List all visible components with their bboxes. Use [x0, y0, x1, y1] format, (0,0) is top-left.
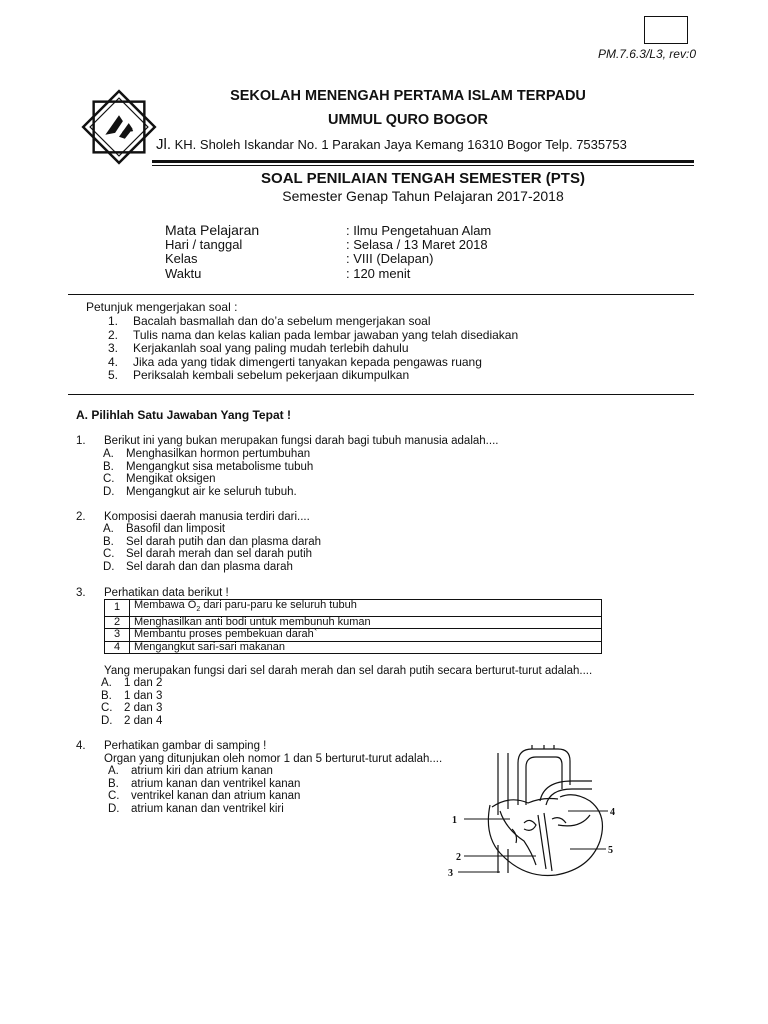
option-letter: C. [103, 548, 115, 560]
meta-label-class: Kelas [165, 251, 198, 266]
option-letter: A. [103, 448, 114, 460]
header-divider-thin [152, 165, 694, 166]
option-text: 2 dan 4 [124, 715, 163, 727]
option-letter: A. [101, 677, 112, 689]
school-logo [80, 88, 158, 166]
table-cell-number: 1 [105, 600, 130, 617]
section-a-title: A. Pilihlah Satu Jawaban Yang Tepat ! [76, 408, 291, 422]
option-text: Mengangkut sisa metabolisme tubuh [126, 461, 314, 473]
option-letter: D. [103, 561, 115, 573]
address-prefix: Jl. [156, 136, 171, 153]
data-table [104, 599, 602, 654]
table-row [105, 616, 602, 629]
table-cell-text: Menghasilkan anti bodi untuk membunuh kuman [130, 616, 602, 629]
document-code: PM.7.6.3/L3, rev:0 [597, 47, 696, 61]
option-text: Sel darah putih dan dan plasma darah [126, 536, 322, 548]
question-number: 1. [76, 435, 86, 447]
option-text: 1 dan 3 [124, 690, 163, 702]
divider [68, 294, 694, 295]
heart-diagram [440, 745, 630, 885]
option-text: Mengikat oksigen [126, 473, 216, 485]
figure-label-1: 1 [452, 815, 457, 826]
option-text: Sel darah merah dan sel darah putih [126, 548, 313, 560]
option-text: atrium kanan dan ventrikel kiri [131, 803, 284, 815]
question-text: Perhatikan gambar di samping ! [104, 740, 267, 752]
table-row [105, 641, 602, 654]
question-text: Organ yang ditunjukan oleh nomor 1 dan 5 berturut-turut adalah.... [104, 753, 443, 765]
option-letter: C. [103, 473, 115, 485]
option-letter: D. [108, 803, 120, 815]
meta-value-time: : 120 menit [346, 266, 411, 281]
question-number: 3. [76, 587, 86, 599]
address-text: KH. Sholeh Iskandar No. 1 Parakan Jaya Kemang 16310 Bogor Telp. 7535753 [174, 137, 627, 152]
option-text: Mengangkut air ke seluruh tubuh. [126, 486, 297, 498]
divider [68, 394, 694, 395]
meta-value-subject: : Ilmu Pengetahuan Alam [346, 223, 492, 238]
option-text: Basofil dan limposit [126, 523, 226, 535]
table-cell-text: Membawa $O_2$ dari paru-paru ke seluruh tubuh [130, 600, 602, 617]
table-row [105, 629, 602, 642]
header-divider [152, 160, 694, 163]
option-text: ventrikel kanan dan atrium kanan [131, 790, 301, 802]
option-letter: B. [103, 536, 114, 548]
meta-value-class: : VIII (Delapan) [346, 251, 434, 266]
option-letter: C. [108, 790, 120, 802]
table-cell-number: 4 [105, 641, 130, 654]
meta-label-time: Waktu [165, 266, 202, 281]
table-cell-text: Membantu proses pembekuan darah` [130, 629, 602, 642]
exam-subtitle: Semester Genap Tahun Pelajaran 2017-2018 [282, 188, 564, 204]
meta-value-date: : Selasa / 13 Maret 2018 [346, 237, 488, 252]
option-text: atrium kanan dan ventrikel kanan [131, 778, 301, 790]
question-number: 2. [76, 511, 86, 523]
question-text: Yang merupakan fungsi dari sel darah merah dan sel darah putih secara berturut-turut adalah.... [104, 665, 593, 677]
exam-title: SOAL PENILAIAN TENGAH SEMESTER (PTS) [261, 170, 585, 187]
table-cell-number: 3 [105, 629, 130, 642]
table-cell-number: 2 [105, 616, 130, 629]
meta-label-subject: Mata Pelajaran [165, 222, 260, 238]
option-text: 2 dan 3 [124, 702, 163, 714]
instructions-heading: Petunjuk mengerjakan soal : [86, 300, 238, 314]
school-name: SEKOLAH MENENGAH PERTAMA ISLAM TERPADU [230, 88, 586, 104]
school-name-2: UMMUL QURO BOGOR [327, 112, 489, 128]
school-address [156, 136, 627, 153]
figure-label-5: 5 [608, 845, 613, 856]
option-text: Sel darah dan dan plasma darah [126, 561, 293, 573]
option-letter: B. [108, 778, 119, 790]
option-text: atrium kiri dan atrium kanan [131, 765, 273, 777]
option-letter: A. [108, 765, 119, 777]
document-code-box [644, 16, 688, 44]
figure-label-3: 3 [448, 868, 453, 879]
question-text: Perhatikan data berikut ! [104, 587, 229, 599]
question-text: Berikut ini yang bukan merupakan fungsi darah bagi tubuh manusia adalah.... [104, 435, 499, 447]
meta-label-date: Hari / tanggal [165, 237, 243, 252]
figure-label-4: 4 [610, 807, 615, 818]
table-row [105, 600, 602, 617]
option-letter: B. [101, 690, 112, 702]
question-number: 4. [76, 740, 86, 752]
option-letter: A. [103, 523, 114, 535]
option-letter: B. [103, 461, 114, 473]
option-letter: D. [101, 715, 113, 727]
option-text: Menghasilkan hormon pertumbuhan [126, 448, 311, 460]
option-letter: D. [103, 486, 115, 498]
option-text: 1 dan 2 [124, 677, 163, 689]
figure-label-2: 2 [456, 852, 461, 863]
table-cell-text: Mengangkut sari-sari makanan [130, 641, 602, 654]
option-letter: C. [101, 702, 113, 714]
question-text: Komposisi daerah manusia terdiri dari.... [104, 511, 310, 523]
